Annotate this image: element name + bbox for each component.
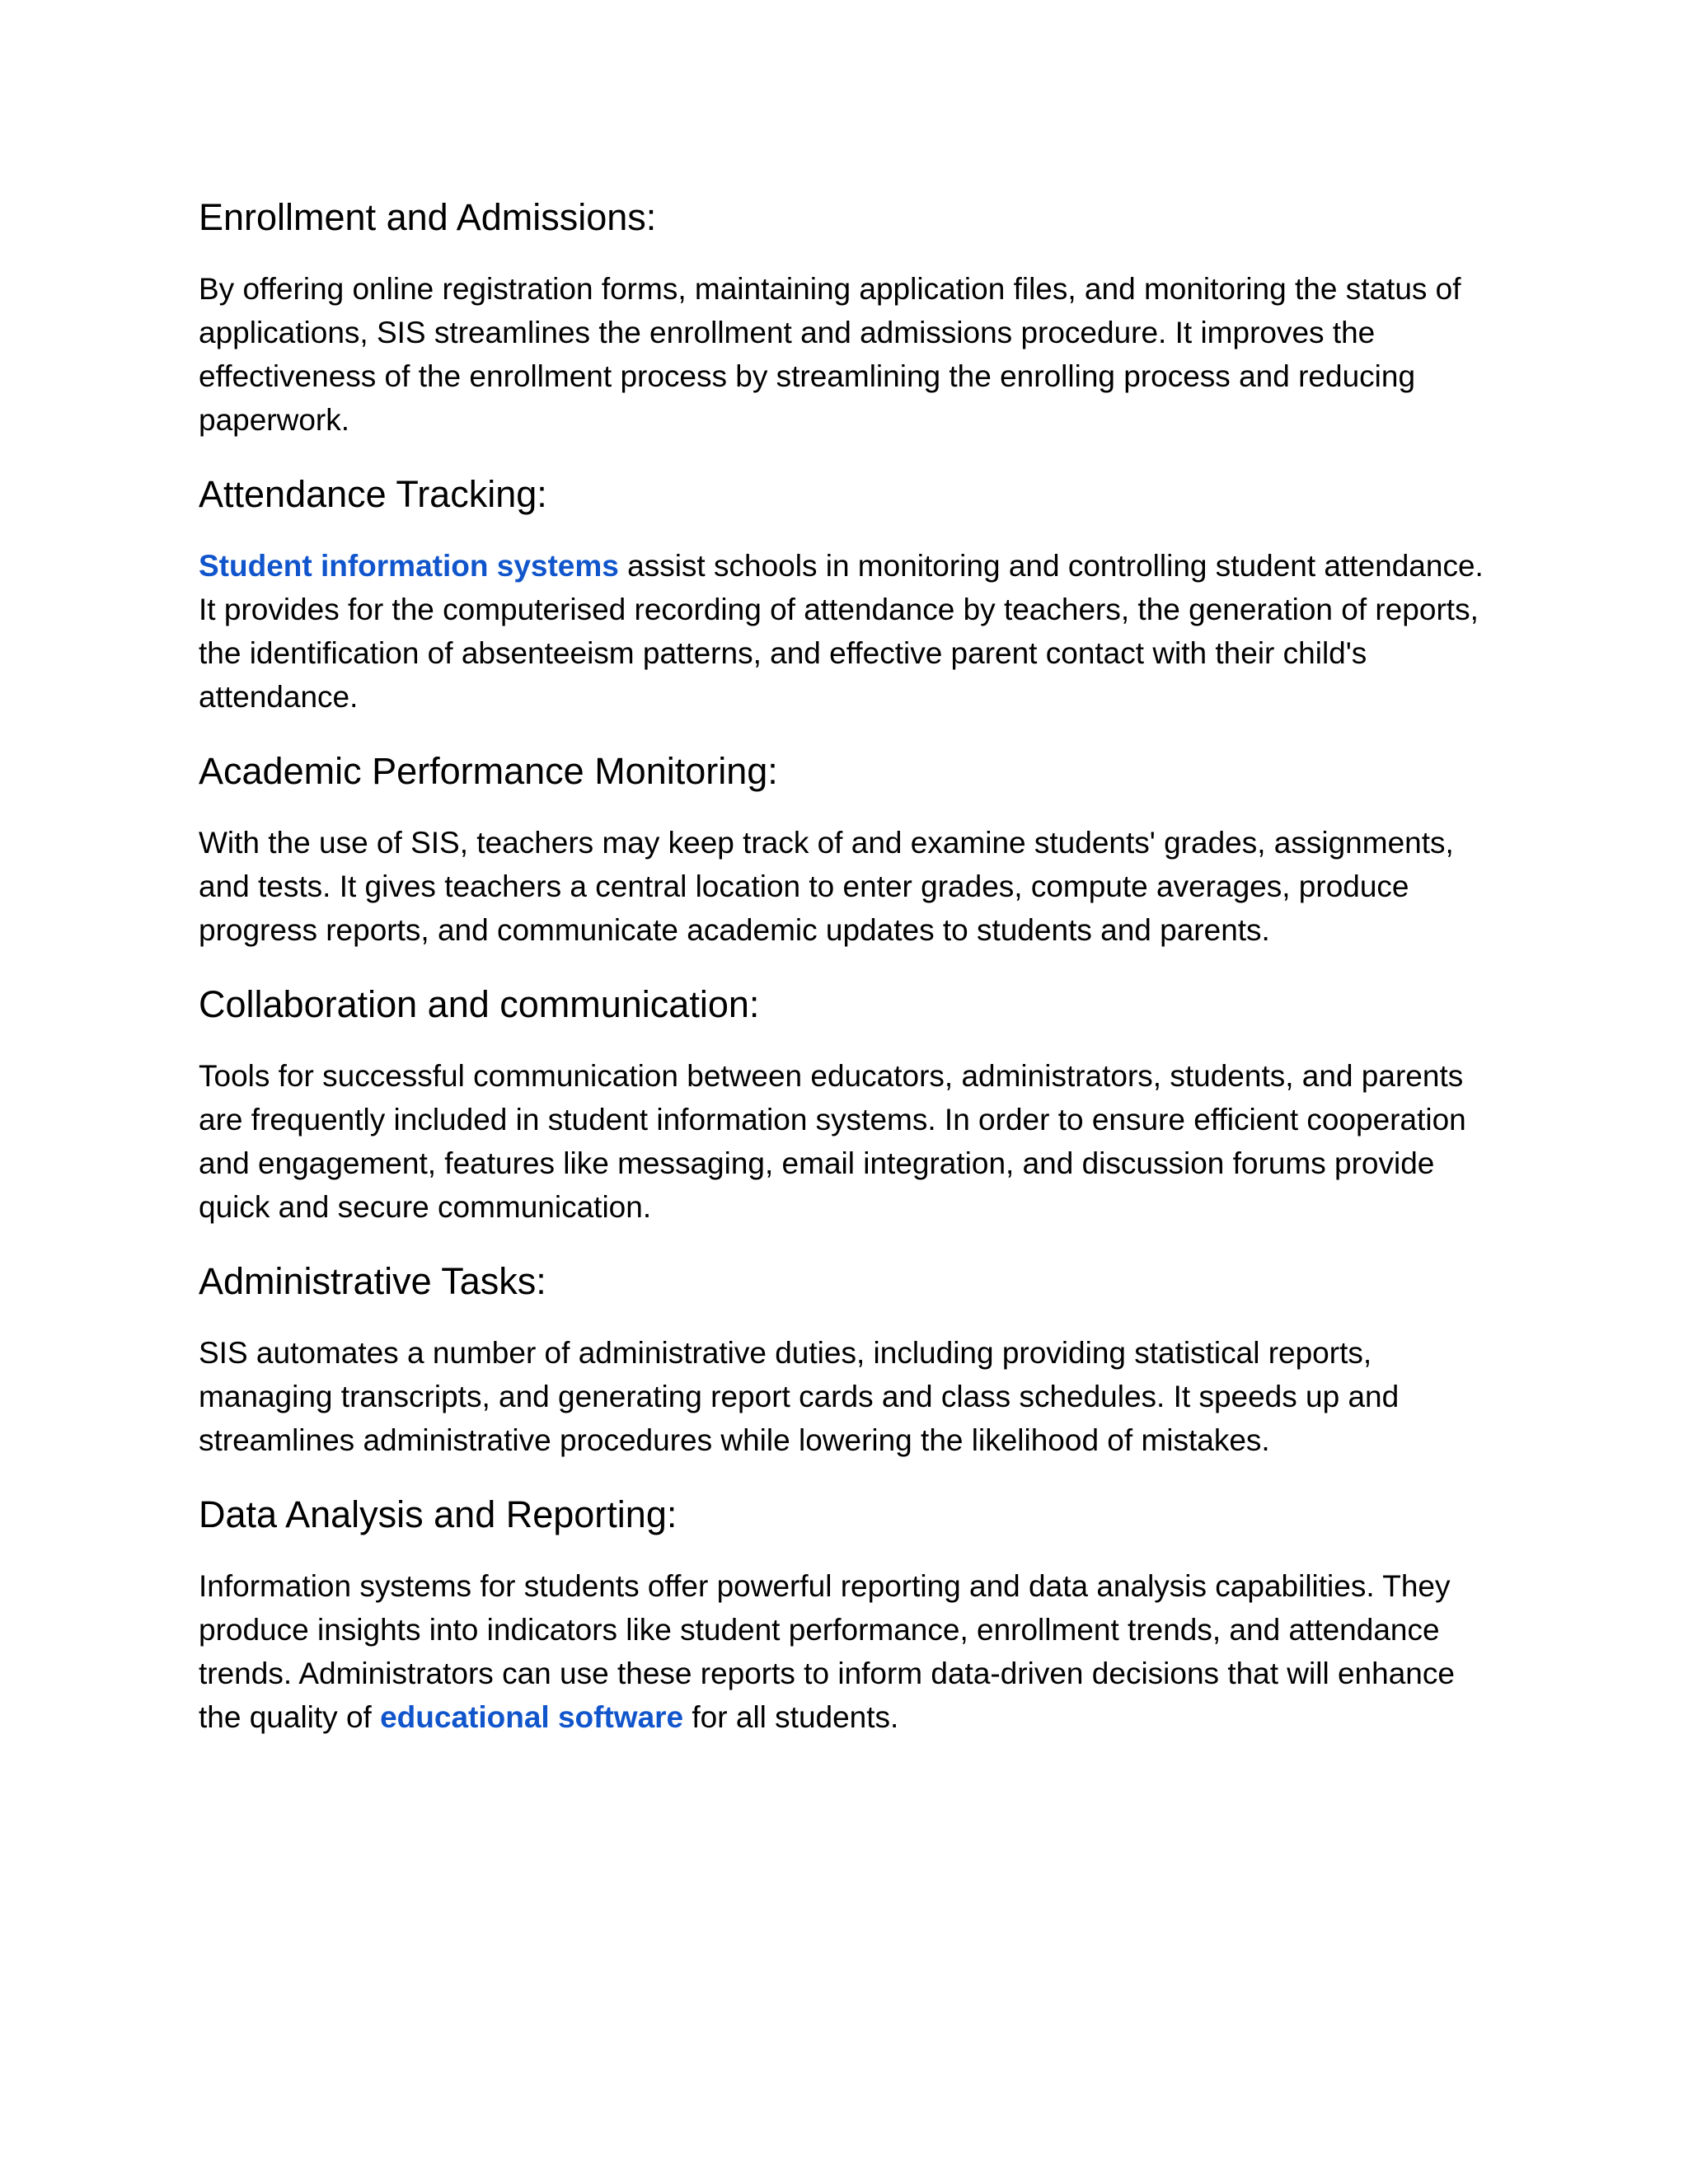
link-educational-software[interactable]: educational software bbox=[380, 1700, 684, 1734]
heading-academic: Academic Performance Monitoring: bbox=[199, 750, 778, 792]
section-data-analysis bbox=[199, 1492, 1501, 1739]
paragraph-attendance-text: assist schools in monitoring and controlling student attendance. It provides for the computerised recording of attendance by teachers, the generation of reports, the identification of absenteeism patterns, and effective parent contact with their child's attendance. bbox=[199, 549, 1484, 714]
section-enrollment bbox=[199, 194, 1501, 442]
section-administrative bbox=[199, 1258, 1501, 1462]
paragraph-data-analysis-end: for all students. bbox=[683, 1700, 899, 1734]
section-attendance bbox=[199, 471, 1501, 719]
paragraph-collaboration: Tools for successful communication between educators, administrators, students, and parents are frequently included in student information systems. In order to ensure efficient cooperation and engagement, features like messaging, email integration, and discussion forums provide quick and secure communication. bbox=[199, 1059, 1466, 1224]
section-academic bbox=[199, 748, 1501, 952]
paragraph-data-analysis bbox=[199, 1564, 1501, 1739]
document-content bbox=[199, 194, 1501, 1769]
section-collaboration bbox=[199, 982, 1501, 1229]
paragraph-attendance bbox=[199, 544, 1501, 719]
paragraph-academic: With the use of SIS, teachers may keep track of and examine students' grades, assignments, and tests. It gives teachers a central location to enter grades, compute averages, produce progress reports, and communicate academic updates to students and parents. bbox=[199, 826, 1454, 947]
heading-data-analysis: Data Analysis and Reporting: bbox=[199, 1493, 678, 1535]
paragraph-administrative: SIS automates a number of administrative duties, including providing statistical reports, managing transcripts, and generating report cards and class schedules. It speeds up and streamlines administrative procedures while lowering the likelihood of mistakes. bbox=[199, 1336, 1400, 1457]
heading-administrative: Administrative Tasks: bbox=[199, 1260, 546, 1302]
paragraph-data-analysis-text: Information systems for students offer powerful reporting and data analysis capabilities. They produce insights into indicators like student performance, enrollment trends, and attendance trends. Administrators can use these reports to inform data-driven decisions that will enhance the quality of bbox=[199, 1569, 1455, 1734]
link-student-information-systems[interactable]: Student information systems bbox=[199, 549, 619, 583]
heading-enrollment: Enrollment and Admissions: bbox=[199, 196, 657, 238]
heading-attendance: Attendance Tracking: bbox=[199, 473, 547, 515]
heading-collaboration: Collaboration and communication: bbox=[199, 983, 760, 1025]
paragraph-enrollment: By offering online registration forms, maintaining application files, and monitoring the status of applications, SIS streamlines the enrollment and admissions procedure. It improves the effectiveness of the enrollment process by streamlining the enrolling process and reducing paperwork. bbox=[199, 272, 1461, 437]
